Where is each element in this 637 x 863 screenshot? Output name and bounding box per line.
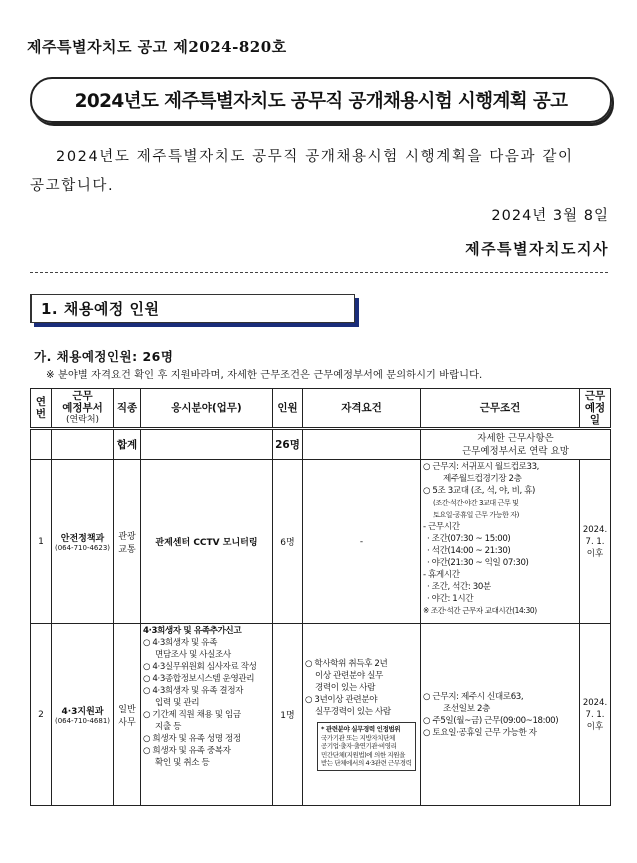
qual-line: 경력이 있는 사람 bbox=[315, 683, 375, 694]
total-note bbox=[421, 429, 611, 460]
page-title: 2024년도 제주특별자치도 공무직 공개채용시험 시행계획 공고 bbox=[74, 91, 568, 112]
section-heading: 1. 채용예정 인원 bbox=[41, 300, 160, 318]
row-dept-phone: (064-710-4681) bbox=[54, 717, 111, 725]
row-field: 관제센터 CCTV 모니터링 bbox=[141, 460, 273, 624]
table-header-row bbox=[31, 389, 611, 429]
cond-line: · 야간: 1시간 bbox=[427, 594, 474, 604]
header-dept-line3: (연락처) bbox=[65, 415, 100, 425]
section-heading-box bbox=[30, 294, 355, 323]
field-line: ○ 4·3실무위원회 심사자료 작성 bbox=[143, 662, 257, 672]
field-line: ○ 희생자 및 유족 성명 정정 bbox=[143, 734, 241, 744]
cond-line: ※ 조간·석간 근무자 교대시간(14:30) bbox=[423, 606, 537, 615]
qual-note-line: 국가기관 또는 지방자치단체 bbox=[321, 733, 395, 742]
total-note-line2: 근무예정부서로 연락 요망 bbox=[462, 445, 569, 457]
field-line: ○ 희생자 및 유족 중복자 bbox=[143, 746, 231, 756]
cond-line: 토요일·공휴일 근무 가능한 자) bbox=[433, 511, 519, 519]
header-count: 인원 bbox=[273, 389, 303, 429]
qual-line: ○ 학사학위 취득후 2년 bbox=[305, 659, 388, 670]
section-note: ※ 분야별 자격요건 확인 후 지원바라며, 자세한 근무조건은 근무예정부서에 문의하시기 바랍니다. bbox=[46, 370, 483, 381]
cond-line: 조선일보 2층 bbox=[443, 703, 490, 714]
field-line: 지출 등 bbox=[155, 722, 182, 732]
cond-line: ○ 주5일(월~금) 근무(09:00~18:00) bbox=[423, 715, 559, 726]
header-start-line1: 근무 bbox=[584, 390, 606, 402]
row-start bbox=[580, 624, 611, 806]
row-dept-name: 안전정책과 bbox=[60, 534, 105, 544]
row-job-line1: 관광 bbox=[118, 531, 136, 542]
intro-paragraph bbox=[30, 143, 610, 201]
table-row bbox=[31, 460, 611, 624]
row-count: 1명 bbox=[273, 624, 303, 806]
cond-line: - 근무시간 bbox=[423, 522, 460, 532]
total-label: 합계 bbox=[114, 429, 141, 460]
row-qual: - bbox=[303, 460, 421, 624]
cond-line: · 조간(07:30 ~ 15:00) bbox=[427, 534, 511, 544]
cond-line: ○ 5조 3교대 (조, 석, 야, 비, 휴) bbox=[423, 486, 536, 496]
row-start-line3: 이후 bbox=[586, 721, 604, 732]
row-dept bbox=[52, 460, 114, 624]
row-job-line2: 교통 bbox=[118, 544, 136, 555]
intro-line-2: 공고합니다. bbox=[30, 178, 115, 194]
table-row bbox=[31, 624, 611, 806]
qual-note-line: 공기업·출자·출연기관·비영리 bbox=[321, 742, 397, 751]
row-no: 1 bbox=[31, 460, 52, 624]
header-start bbox=[580, 389, 611, 429]
header-dept-line1: 근무 bbox=[72, 390, 93, 402]
field-line: ○ 4·3종합정보시스템 운영관리 bbox=[143, 674, 255, 684]
field-line: 면담조사 및 사실조사 bbox=[155, 650, 231, 660]
field-line: ○ 기간제 직원 채용 및 임금 bbox=[143, 710, 241, 720]
notice-date: 2024년 3월 8일 bbox=[491, 208, 609, 224]
field-line: 확인 및 취소 등 bbox=[155, 758, 210, 768]
notice-number: 제주특별자치도 공고 제2024-820호 bbox=[27, 38, 287, 56]
qual-note-line: 받는 단체에서의 4·3관련 근무경력 bbox=[321, 759, 412, 768]
row-start-line1: 2024. bbox=[582, 524, 608, 535]
row-no: 2 bbox=[31, 624, 52, 806]
total-count: 26명 bbox=[273, 429, 303, 460]
intro-line-1: 2024년도 제주특별자치도 공무직 공개채용시험 시행계획을 다음과 같이 bbox=[56, 149, 574, 165]
header-field: 응시분야(업무) bbox=[141, 389, 273, 429]
field-line: ○ 4·3희생자 및 유족 결정자 bbox=[143, 686, 244, 696]
row-job bbox=[114, 460, 141, 624]
qual-note-line: * 관련분야 실무경력 인정범위 bbox=[321, 725, 401, 734]
header-qual: 자격요건 bbox=[303, 389, 421, 429]
row-dept bbox=[52, 624, 114, 806]
qual-note-line: 민간단체(지원법)에 의한 지원을 bbox=[321, 750, 406, 759]
qual-line: 이상 관련분야 실무 bbox=[315, 671, 383, 682]
divider bbox=[30, 272, 608, 273]
row-start-line2: 7. 1. bbox=[585, 536, 605, 547]
row-job-line1: 일반 bbox=[118, 704, 136, 715]
row-count: 6명 bbox=[273, 460, 303, 624]
title-box bbox=[30, 77, 612, 123]
cond-line: ○ 근무지: 제주시 신대로63, bbox=[423, 691, 524, 702]
cond-line: ○ 근무지: 서귀포시 월드컵로33, bbox=[423, 462, 539, 472]
issuer: 제주특별자치도지사 bbox=[465, 240, 609, 258]
row-job-line2: 사무 bbox=[118, 717, 136, 728]
row-start-line1: 2024. bbox=[582, 697, 608, 708]
header-start-line2: 예정일 bbox=[584, 402, 606, 426]
row-field bbox=[141, 624, 273, 806]
header-cond: 근무조건 bbox=[421, 389, 580, 429]
cond-line: - 휴게시간 bbox=[423, 570, 460, 580]
qual-line: 실무경력이 있는 사람 bbox=[315, 707, 391, 718]
cond-line: · 석간(14:00 ~ 21:30) bbox=[427, 546, 511, 556]
header-dept-line2: 예정부서 bbox=[62, 402, 103, 414]
row-qual bbox=[303, 624, 421, 806]
row-cond bbox=[421, 460, 580, 624]
subheading-a: 가. 채용예정인원: 26명 bbox=[34, 349, 174, 364]
field-line: 입력 및 관리 bbox=[155, 698, 200, 708]
row-job bbox=[114, 624, 141, 806]
recruitment-table bbox=[30, 388, 611, 806]
row-dept-phone: (064-710-4623) bbox=[54, 544, 111, 552]
qual-line: ○ 3년이상 관련분야 bbox=[305, 695, 378, 706]
row-cond bbox=[421, 624, 580, 806]
cond-line: · 조간, 석간: 30분 bbox=[427, 582, 491, 592]
cond-line: ○ 토요일·공휴일 근무 가능한 자 bbox=[423, 727, 537, 738]
cond-line: · 야간(21:30 ~ 익일 07:30) bbox=[427, 558, 529, 568]
cond-line: (조간·석간·야간 3교대 근무 및 bbox=[433, 499, 519, 507]
row-start-line2: 7. 1. bbox=[585, 709, 605, 720]
field-line: 4·3희생자 및 유족추가신고 bbox=[143, 626, 242, 636]
header-no: 연번 bbox=[31, 389, 52, 429]
field-line: ○ 4·3희생자 및 유족 bbox=[143, 638, 217, 648]
row-dept-name: 4·3지원과 bbox=[61, 707, 104, 717]
row-start-line3: 이후 bbox=[586, 548, 604, 559]
total-row bbox=[31, 429, 611, 460]
total-note-line1: 자세한 근무사항은 bbox=[477, 432, 554, 444]
row-start bbox=[580, 460, 611, 624]
qual-note-box bbox=[317, 722, 416, 771]
header-job: 직종 bbox=[114, 389, 141, 429]
cond-line: 제주월드컵경기장 2층 bbox=[443, 474, 522, 484]
header-dept bbox=[52, 389, 114, 429]
